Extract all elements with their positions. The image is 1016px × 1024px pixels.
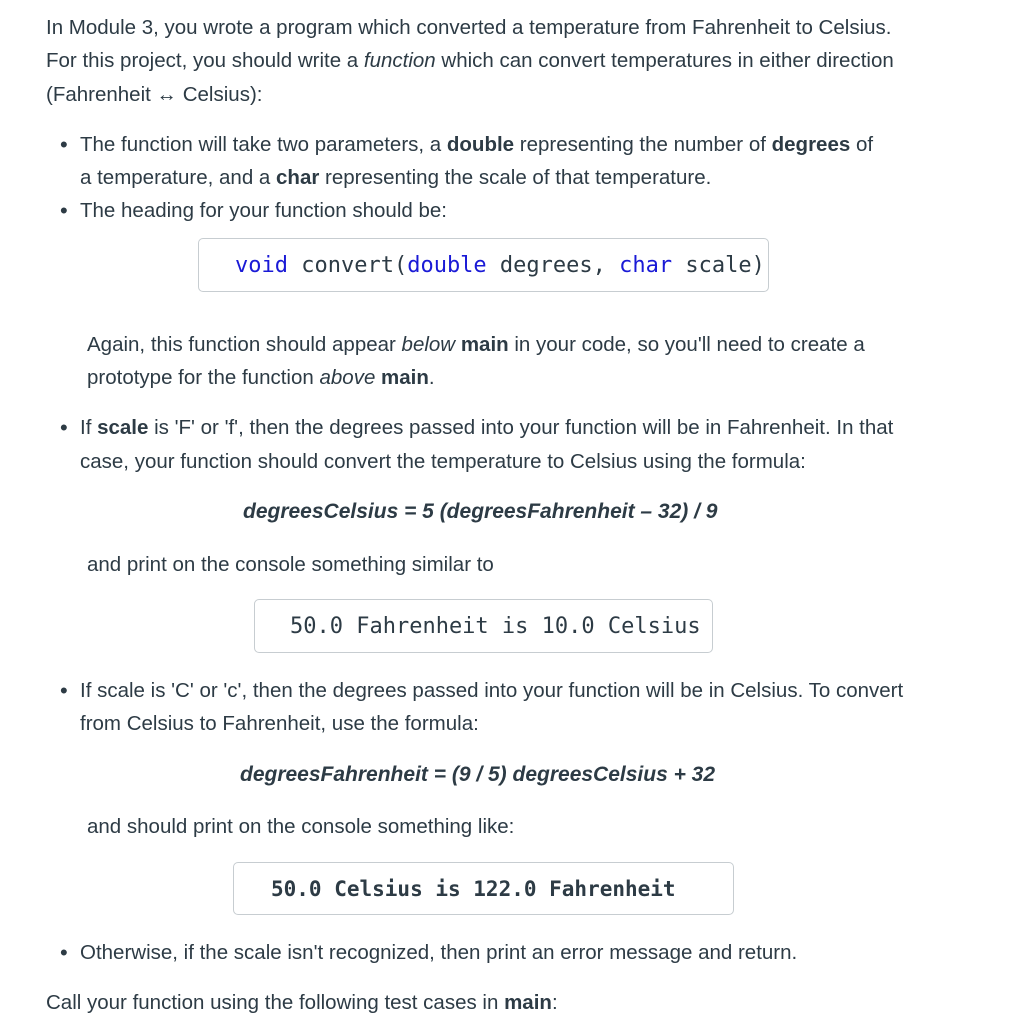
bullet3-line-2: case, your function should convert the temperature to Celsius using the formula: bbox=[80, 450, 806, 473]
bullet2-line: The heading for your function should be: bbox=[80, 199, 447, 222]
function-heading-code-box bbox=[198, 238, 769, 292]
again-line-1: Again, this function should appear below main in your code, so you'll need to create a bbox=[87, 333, 865, 356]
bullet1-line-1: The function will take two parameters, a double representing the number of degrees of bbox=[80, 133, 874, 156]
function-heading-code: void convert(double degrees, char scale) bbox=[235, 252, 765, 278]
formula-c-to-f: degreesFahrenheit = (9 / 5) degreesCelsius + 32 bbox=[240, 763, 716, 786]
intro-line-2: For this project, you should write a function which can convert temperatures in either direction bbox=[46, 49, 894, 72]
print-instruction-1: and print on the console something similar to bbox=[87, 553, 494, 576]
again-line-2: prototype for the function above main. bbox=[87, 366, 435, 389]
emphasis-function: function bbox=[363, 49, 436, 72]
closing-line: Call your function using the following test cases in main: bbox=[46, 991, 558, 1014]
bullet1-line-2: a temperature, and a char representing the scale of that temperature. bbox=[80, 166, 712, 189]
intro-line-1: In Module 3, you wrote a program which converted a temperature from Fahrenheit to Celsius. bbox=[46, 16, 892, 39]
bullet3-line-1: If scale is 'F' or 'f', then the degrees passed into your function will be in Fahrenheit. In that bbox=[80, 416, 894, 439]
bullet4-line-2: from Celsius to Fahrenheit, use the formula: bbox=[80, 712, 479, 735]
bullet-dot-1: • bbox=[60, 132, 68, 157]
bullet-dot-4: • bbox=[60, 678, 68, 703]
bullet4-line-1: If scale is 'C' or 'c', then the degrees passed into your function will be in Celsius. To convert bbox=[80, 679, 904, 702]
output-example-box-1 bbox=[254, 599, 713, 653]
intro-line-3: (Fahrenheit ↔ Celsius): bbox=[46, 83, 263, 106]
output-example-box-2 bbox=[233, 862, 734, 915]
bullet-dot-5: • bbox=[60, 940, 68, 965]
bullet-dot-3: • bbox=[60, 415, 68, 440]
print-instruction-2: and should print on the console something like: bbox=[87, 815, 515, 838]
formula-f-to-c: degreesCelsius = 5 (degreesFahrenheit – 32) / 9 bbox=[243, 500, 718, 523]
bullet-dot-2: • bbox=[60, 198, 68, 223]
output-example-1: 50.0 Fahrenheit is 10.0 Celsius bbox=[290, 613, 701, 639]
bullet5-line: Otherwise, if the scale isn't recognized, then print an error message and return. bbox=[80, 941, 798, 964]
output-example-2: 50.0 Celsius is 122.0 Fahrenheit bbox=[271, 876, 676, 901]
